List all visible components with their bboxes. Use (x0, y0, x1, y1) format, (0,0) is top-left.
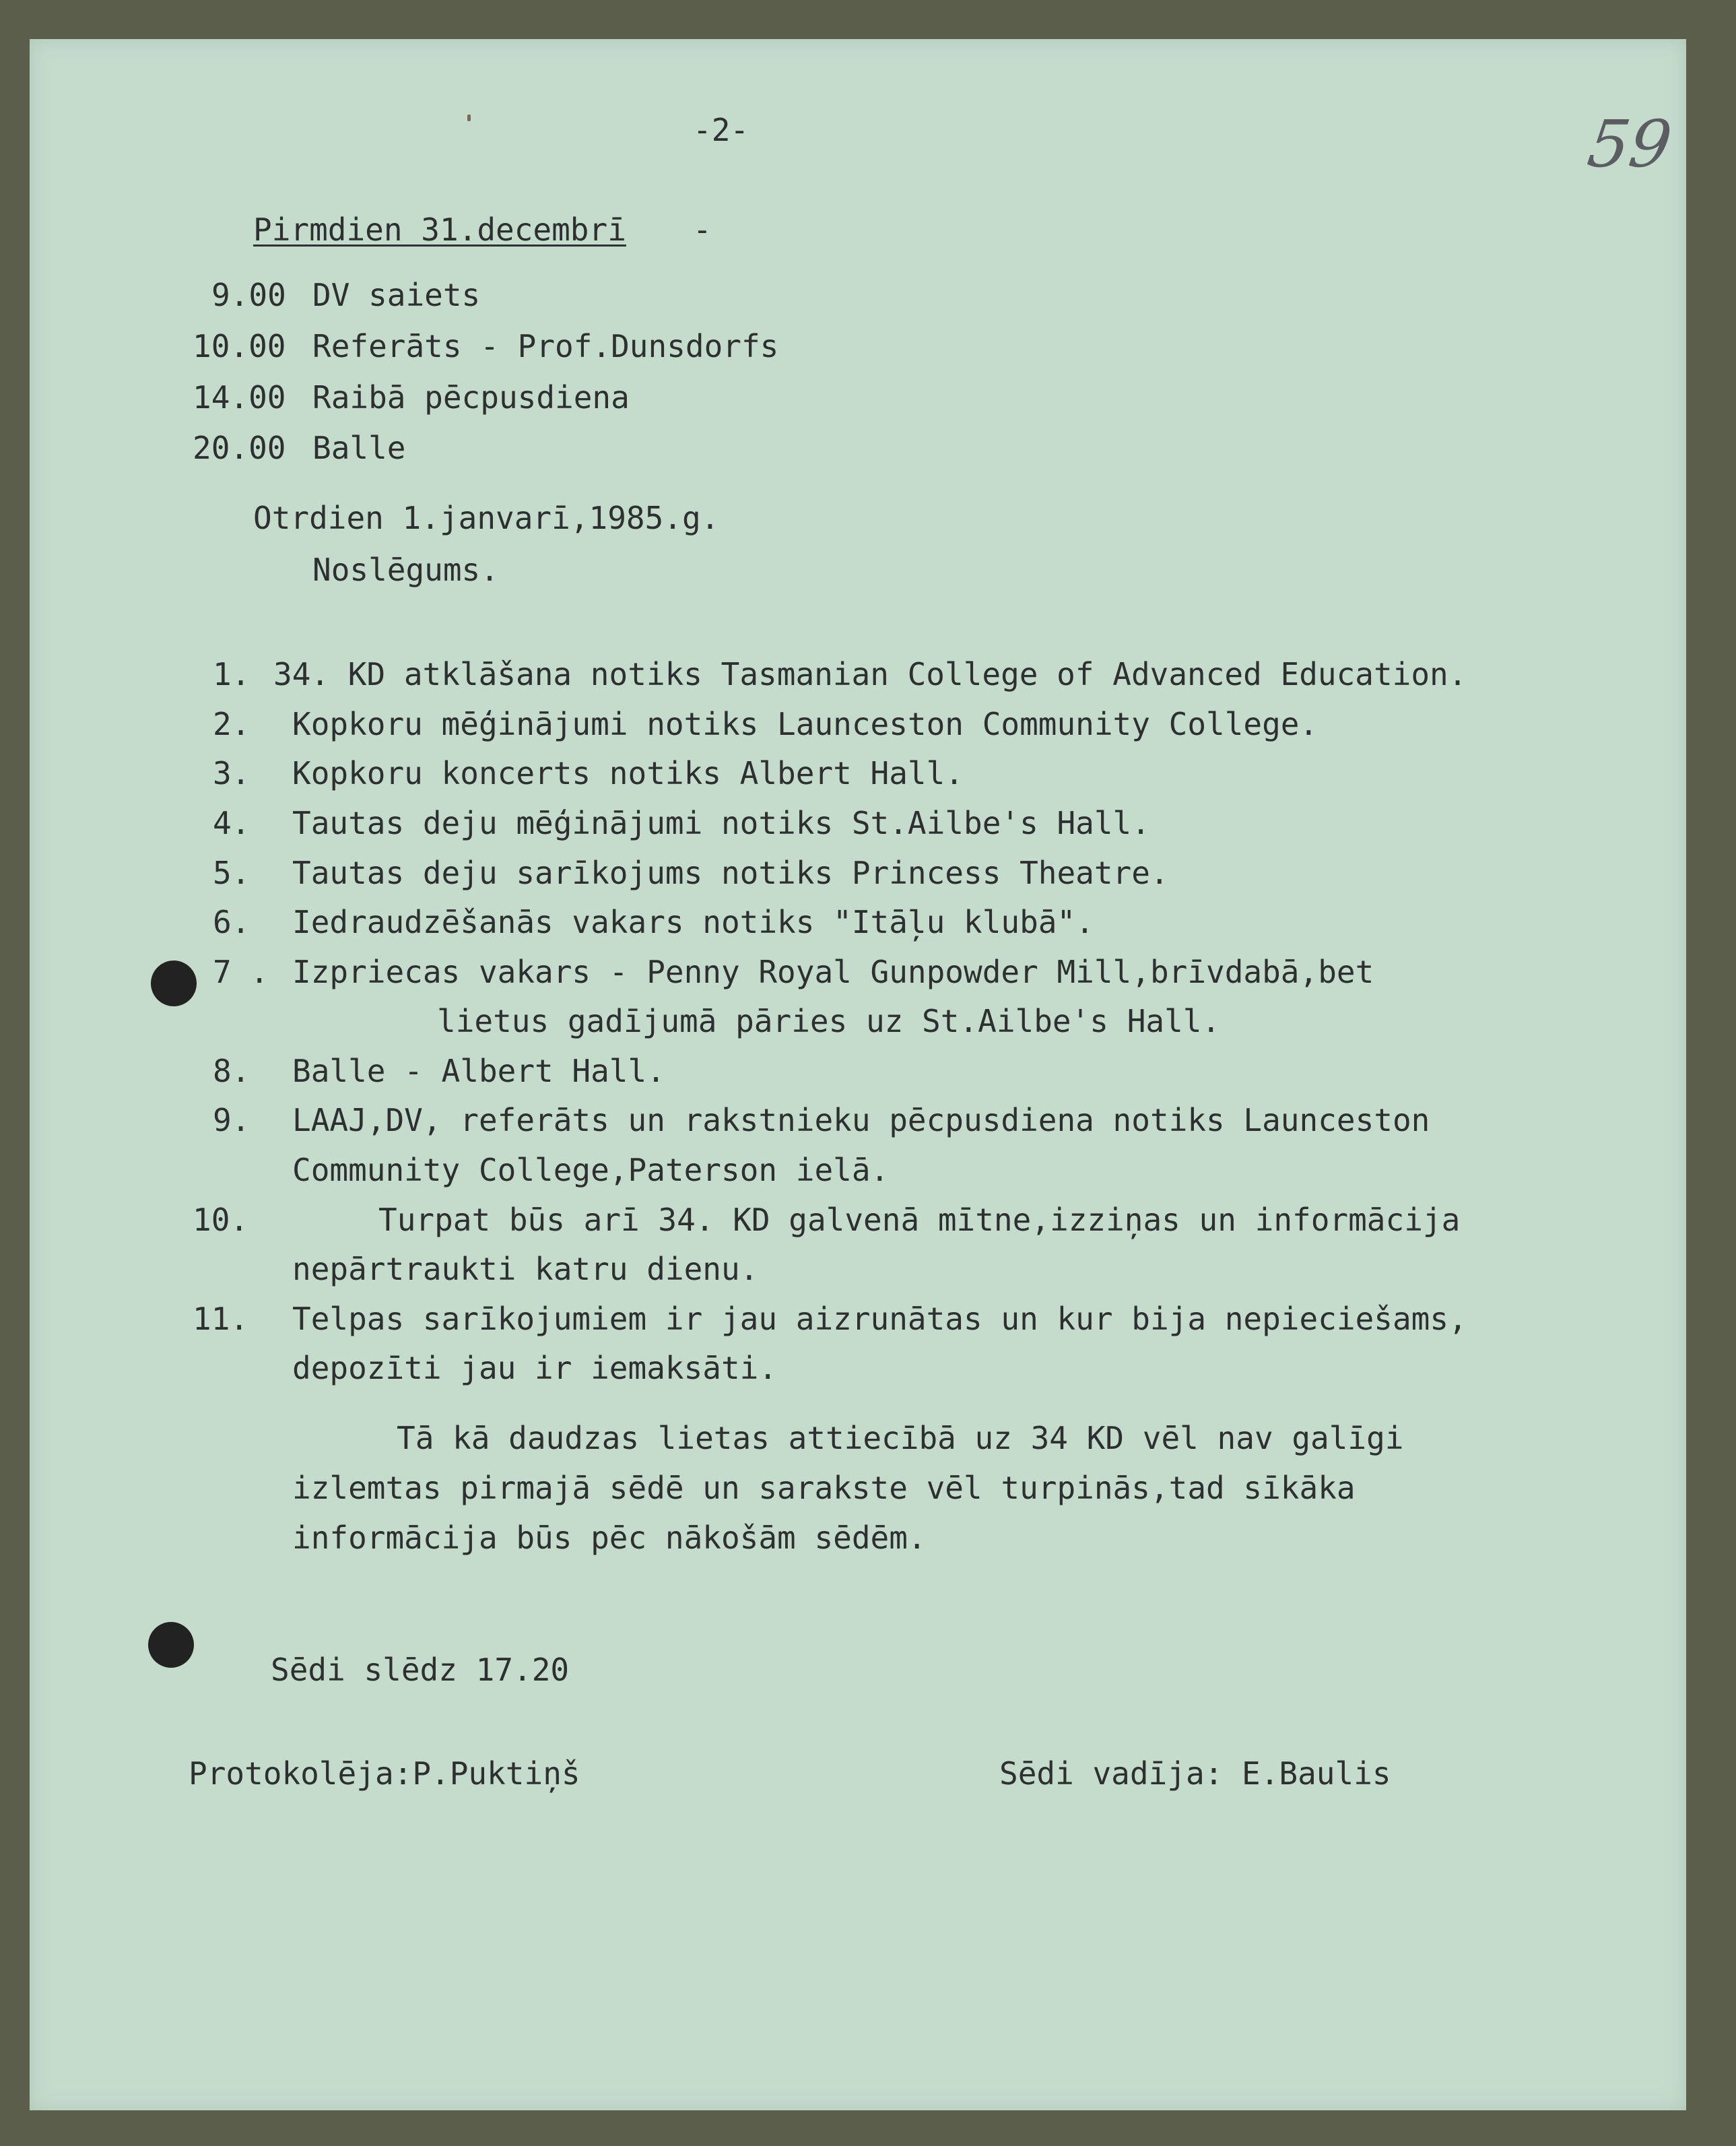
note-text: LAAJ,DV, referāts un rakstnieku pēcpusdiena notiks Launceston (292, 1102, 1430, 1138)
note-text: Iedraudzēšanās vakars notiks "Itāļu klubā". (292, 904, 1094, 940)
note-number: 11. (193, 1301, 249, 1337)
note-continuation: nepārtraukti katru dienu. (292, 1251, 759, 1287)
paragraph-line: Tā kā daudzas lietas attiecībā uz 34 KD vēl nav galīgi (397, 1420, 1404, 1456)
note-text: Izpriecas vakars - Penny Royal Gunpowder Mill,brīvdabā,bet (292, 954, 1374, 990)
paper-speck (467, 115, 471, 121)
meeting-close: Sēdi slēdz 17.20 (271, 1652, 570, 1688)
signature-recorder: Protokolēja:P.Puktiņš (189, 1755, 580, 1792)
note-text: Kopkoru koncerts notiks Albert Hall. (292, 755, 964, 791)
note-continuation: depozīti jau ir iemaksāti. (292, 1350, 778, 1386)
closing-label: Noslēgums. (312, 552, 499, 588)
signature-chair: Sēdi vadīja: E.Baulis (999, 1755, 1391, 1792)
note-number: 4. (213, 805, 251, 841)
note-number: 5. (213, 855, 251, 891)
schedule-time: 10.00 (193, 328, 286, 364)
punch-hole (148, 1622, 194, 1668)
schedule-event: Referāts - Prof.Dunsdorfs (312, 328, 779, 364)
paragraph-line: informācija būs pēc nākošām sēdēm. (292, 1520, 927, 1556)
note-text: Tautas deju sarīkojums notiks Princess Theatre. (292, 855, 1169, 891)
note-number: 3. (213, 755, 251, 791)
day-heading: Pirmdien 31.decembrī (253, 212, 626, 248)
schedule-event: Balle (312, 430, 406, 466)
note-number: 2. (213, 706, 251, 742)
folio-number: 59 (1583, 106, 1677, 182)
note-number: 6. (213, 904, 251, 940)
closing-day: Otrdien 1.janvarī,1985.g. (253, 500, 720, 536)
note-number: 1. (213, 656, 251, 692)
note-text: Telpas sarīkojumiem ir jau aizrunātas un kur bija nepieciešams, (292, 1301, 1467, 1337)
note-continuation: Community College,Paterson ielā. (292, 1152, 890, 1188)
note-number: 9. (213, 1102, 251, 1138)
schedule-event: Raibā pēcpusdiena (312, 379, 630, 416)
day-heading-dash: - (693, 212, 712, 248)
schedule-time: 20.00 (193, 430, 286, 466)
note-number: 10. (193, 1202, 249, 1238)
schedule-event: DV saiets (312, 277, 481, 313)
document-page (30, 39, 1686, 2110)
note-continuation: lietus gadījumā pāries uz St.Ailbe's Hall. (437, 1003, 1221, 1039)
punch-hole (151, 961, 197, 1006)
note-number: 8. (213, 1053, 251, 1089)
note-text: Kopkoru mēģinājumi notiks Launceston Community College. (292, 706, 1318, 742)
note-text: Tautas deju mēģinājumi notiks St.Ailbe's Hall. (292, 805, 1150, 841)
note-number: 7 . (213, 954, 269, 990)
page-marker: -2- (693, 112, 749, 148)
note-text: 34. KD atklāšana notiks Tasmanian College of Advanced Education. (273, 656, 1467, 692)
note-text: Turpat būs arī 34. KD galvenā mītne,izziņas un informācija (378, 1202, 1461, 1238)
schedule-time: 14.00 (193, 379, 286, 416)
note-text: Balle - Albert Hall. (292, 1053, 665, 1089)
schedule-time: 9.00 (211, 277, 286, 313)
paragraph-line: izlemtas pirmajā sēdē un sarakste vēl turpinās,tad sīkāka (292, 1470, 1356, 1506)
